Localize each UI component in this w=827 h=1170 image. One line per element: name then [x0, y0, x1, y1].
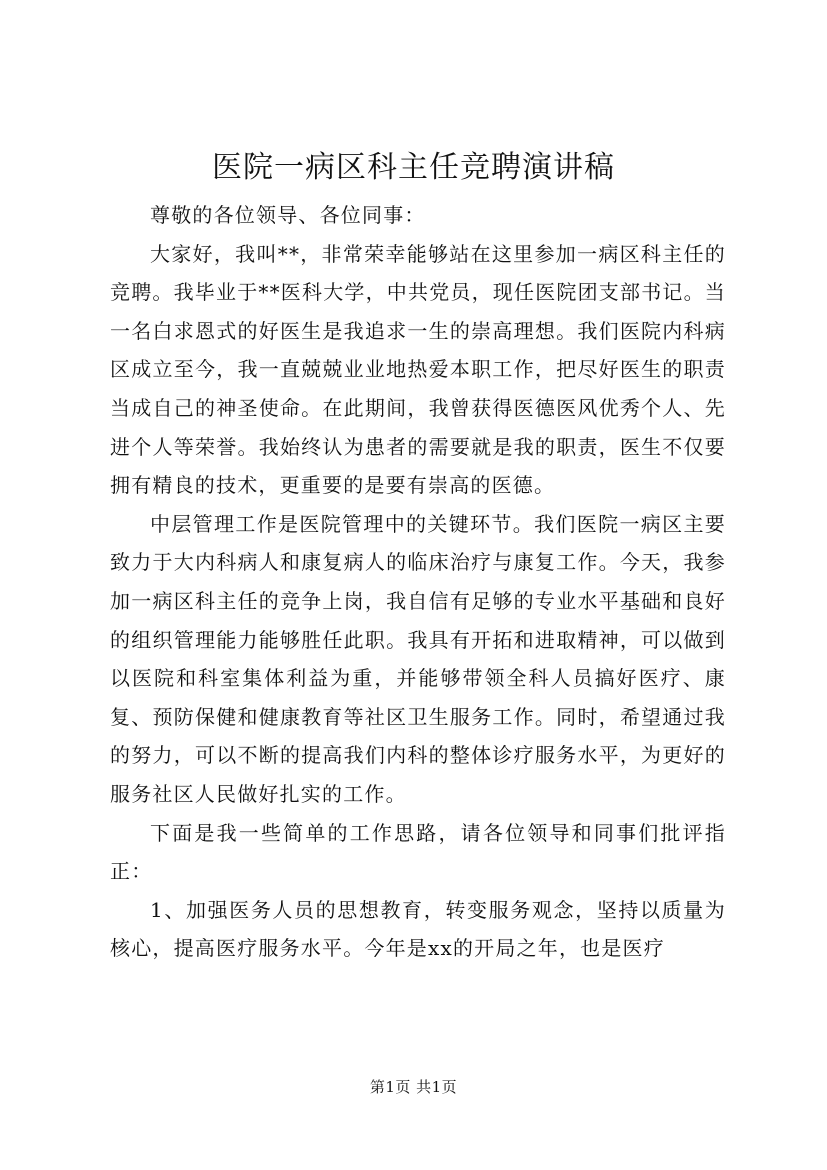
body-paragraph-intro: 大家好，我叫**，非常荣幸能够站在这里参加一病区科主任的竞聘。我毕业于**医科大学，中共党员，现任医院团支部书记。当一名白求恩式的好医生是我追求一生的崇高理想。我们医院内科病区成立至今，我一直兢兢业业地热爱本职工作，把尽好医生的职责当成自己的神圣使命。在此期间，我曾获得医德医风优秀个人、先进个人等荣誉。我始终认为患者的需要就是我的职责，医生不仅要拥有精良的技术，更重要的是要有崇高的医德。	[110, 241, 726, 498]
body-paragraph-management: 中层管理工作是医院管理中的关键环节。我们医院一病区主要致力于大内科病人和康复病人的临床治疗与康复工作。今天，我参加一病区科主任的竞争上岗，我自信有足够的专业水平基础和良好的组织管理能力能够胜任此职。我具有开拓和进取精神，可以做到以医院和科室集体利益为重，并能够带领全科人员搞好医疗、康复、预防保健和健康教育等社区卫生服务工作。同时，希望通过我的努力，可以不断的提高我们内科的整体诊疗服务水平，为更好的服务社区人民做好扎实的工作。	[110, 511, 726, 806]
body-paragraph-item-1: 1、加强医务人员的思想教育，转变服务观念，坚持以质量为核心，提高医疗服务水平。今年是xx的开局之年，也是医疗	[110, 897, 726, 961]
salutation-paragraph: 尊敬的各位领导、各位同事：	[150, 203, 426, 227]
document-body	[110, 196, 726, 968]
document-title: 医院一病区科主任竞聘演讲稿	[212, 150, 615, 185]
page-footer: 第1页 共1页	[369, 1078, 458, 1096]
body-paragraph-transition: 下面是我一些简单的工作思路，请各位领导和同事们批评指正：	[110, 820, 726, 884]
